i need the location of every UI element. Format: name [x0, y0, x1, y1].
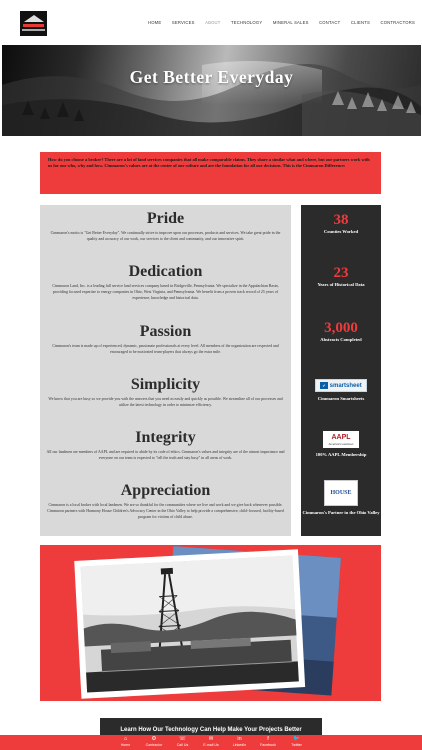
aapl-logo-text: AAPL [331, 434, 351, 441]
phone-icon: ☏ [179, 736, 186, 742]
mail-icon: ✉ [208, 736, 214, 742]
bottom-label: Call Us [176, 743, 189, 747]
harmony-house-logo-text: HOUSE [330, 490, 352, 496]
bottom-label: LinkedIn [232, 743, 247, 747]
linkedin-icon: in [237, 736, 242, 742]
home-icon: ⌂ [123, 736, 128, 742]
value-text: Cimmaron is a local broker with local landmen. We are so thankful for the communities where we live and work and we give back whenever possible. Cimmaron partners with Harmony House Children's Advocacy Center in the Ohio Valley to help provide a comprehensive, child-focused, facility-based program for victims of child abuse. [47, 503, 284, 519]
values-panel [40, 205, 291, 536]
aapl-logo-subtext: America's Landmen [328, 442, 354, 446]
facebook-icon: f [267, 736, 269, 742]
top-navigation [0, 0, 422, 44]
cimmaron-logo[interactable] [20, 11, 47, 36]
nav-home[interactable]: HOME [148, 20, 162, 25]
value-passion [40, 323, 291, 356]
logo-text-line [22, 29, 45, 31]
bottom-label: Home [120, 743, 131, 747]
nav-technology[interactable]: TECHNOLOGY [231, 20, 263, 25]
bottom-label: Facebook [260, 743, 276, 747]
nav-services[interactable]: SERVICES [171, 20, 195, 25]
nav-clients[interactable]: CLIENTS [350, 20, 370, 25]
value-text: All our landmen are members of AAPL and are required to abide by its code of ethics. Cimmaron's values and integrity are of the utmost importance and everyone on our team is expected to "tell the truth and stay busy" in all areas of work. [46, 450, 285, 460]
smartsheet-logo[interactable] [315, 379, 367, 392]
intro-text: How do you choose a broker? There are a lot of land services companies that all make comparable claims. They share a similar what and where, but our partners work with us for our who, why and how. Cimmaron's values are at the center of our culture and are the foundation for all our decisions. This is the Cimmaron Difference: [48, 157, 370, 168]
stats-panel [301, 205, 381, 536]
logo-roof-shape [24, 15, 44, 22]
value-title: Appreciation [120, 482, 211, 499]
value-integrity [40, 429, 291, 462]
smartsheet-logo-text: smartsheet [329, 382, 362, 389]
value-title: Pride [146, 210, 185, 227]
stat-abstracts [301, 319, 381, 343]
stat-label: Counties Worked [323, 229, 359, 234]
stat-number: 38 [333, 212, 349, 228]
nav-contact[interactable]: CONTACT [319, 20, 341, 25]
main-menu [148, 20, 422, 25]
value-pride [40, 210, 291, 243]
stat-ohio-valley [301, 480, 381, 516]
stat-label: 100% AAPL Membership [315, 452, 367, 457]
smartsheet-check-icon: ✔ [322, 383, 326, 388]
stat-label: Abstracts Completed [320, 337, 362, 342]
intro-callout [40, 152, 381, 194]
hero-title: Get Better Everyday [129, 67, 294, 87]
value-title: Dedication [128, 263, 203, 280]
bottom-home[interactable] [111, 735, 140, 750]
twitter-icon: 🐦 [293, 736, 300, 742]
stat-aapl [301, 431, 381, 458]
stat-smartsheets [301, 379, 381, 402]
mobile-action-bar [0, 735, 422, 750]
nav-contractors[interactable]: CONTRACTORS [380, 20, 415, 25]
value-title: Simplicity [130, 376, 201, 393]
bottom-label: E-mail Us [203, 743, 219, 747]
bottom-contractor[interactable] [140, 735, 169, 750]
drilling-rig-photo-section [40, 545, 381, 701]
value-simplicity [40, 376, 291, 409]
stat-label: Cimmaron's Partner in the Ohio Valley [302, 510, 380, 515]
bottom-label: Contractor [145, 743, 163, 747]
stat-years [301, 264, 381, 288]
drilling-rig-photo [40, 545, 381, 701]
bottom-twitter[interactable] [282, 735, 311, 750]
bottom-call-us[interactable] [168, 735, 197, 750]
stat-number: 23 [333, 265, 349, 281]
value-dedication [40, 263, 291, 301]
cta-label: Learn How Our Technology Can Help Make Your Projects Better [120, 727, 302, 733]
bottom-email-us[interactable] [197, 735, 226, 750]
bottom-label: Twitter [291, 743, 302, 747]
stat-label: Cimmaron Smartsheets [317, 396, 365, 401]
value-text: Cimmaron Land, Inc. is a leading full service land services company based in Bridgeville, Pennsylvania. We specialize in the Appalachian Basin, providing focused expertise to energy companies in Ohio, West Virginia, and Pennsylvania. We benefit from a proven track record of 25 years of experience, knowledge and historical data. [52, 284, 279, 300]
stat-label: Years of Historical Data [317, 282, 365, 287]
value-appreciation [40, 482, 291, 520]
value-text: We know that you are busy so we provide you with the answers that you need as easily and quickly as possible. We streamline all of our processes and utilize the latest technology in order to minimize efficiency. [48, 397, 283, 407]
nav-mineral-sales[interactable]: MINERAL SALES [272, 20, 309, 25]
forest-mountains-image [2, 45, 421, 136]
value-text: Cimmaron's team is made up of experienced, dynamic, passionate professionals at every level. All members of the organization are respected and encouraged to be motivated team-players that always go the extra mile. [52, 344, 279, 354]
nav-about[interactable]: ABOUT [205, 20, 221, 25]
value-text: Cimmaron's motto is "Get Better Everyday". We continually strive to improve upon our processes, products and services. We take great pride in the quality and accuracy of our work, our services to the client and community, and our innovative spirit. [50, 231, 281, 241]
logo-red-bar [23, 24, 44, 27]
bottom-linkedin[interactable] [225, 735, 254, 750]
value-title: Integrity [135, 429, 196, 446]
stat-counties [301, 211, 381, 235]
bottom-facebook[interactable] [254, 735, 283, 750]
stat-number: 3,000 [324, 320, 358, 336]
aapl-logo[interactable] [323, 431, 359, 448]
hero-banner [2, 45, 421, 136]
harmony-house-logo[interactable] [324, 480, 358, 506]
contractor-icon: ⚙ [151, 736, 157, 742]
value-title: Passion [139, 323, 192, 340]
